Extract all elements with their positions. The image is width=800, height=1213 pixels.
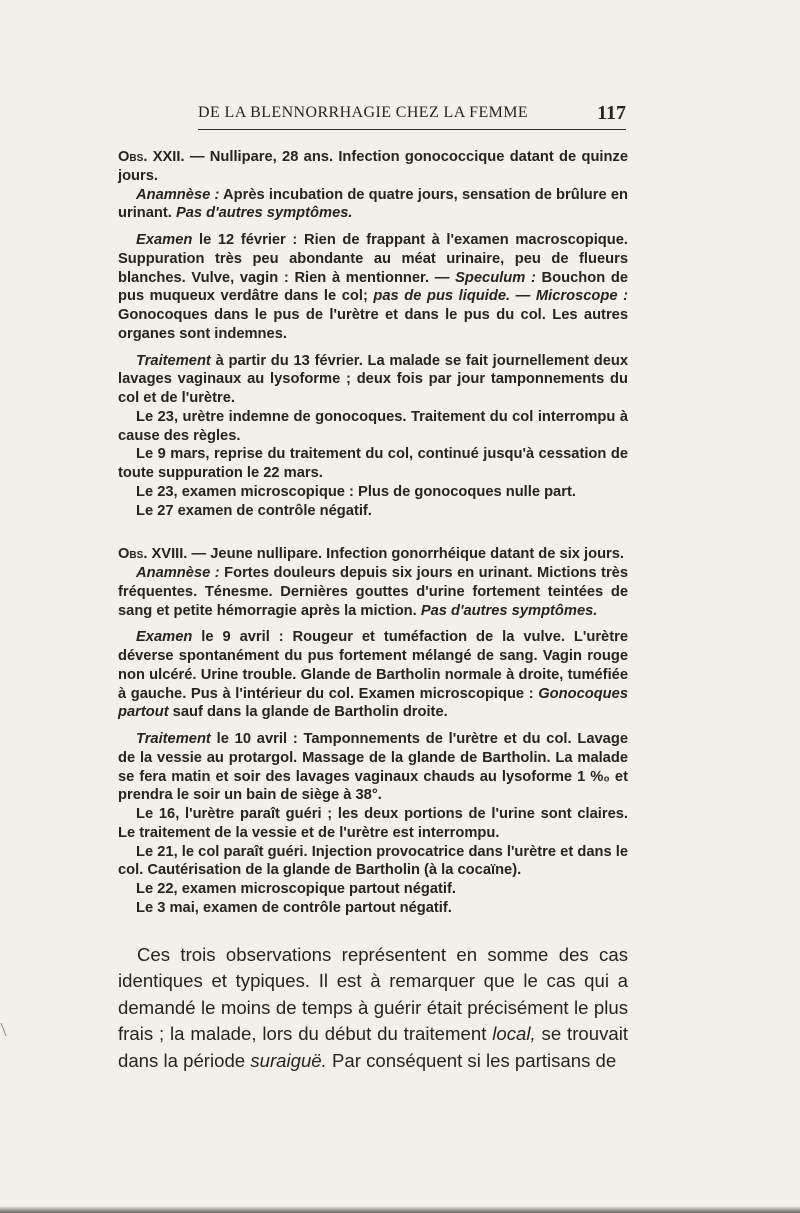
traitement-paragraph	[118, 730, 628, 805]
traitement-paragraph	[118, 352, 628, 408]
closing-text: Par conséquent si les partisans de	[326, 1049, 617, 1071]
examen-text: sauf dans la glande de Bartholin droite.	[168, 704, 448, 721]
page-number: 117	[597, 102, 626, 124]
examen-paragraph	[118, 628, 628, 722]
followup-paragraph: Le 16, l'urètre paraît guéri ; les deux portions de l'urine sont claires. Le traitement de la vessie et de l'urètre est interrompu.	[118, 806, 628, 841]
closing-text: se trouvait dans la période	[118, 1023, 628, 1071]
followup-paragraph: Le 3 mai, examen de contrôle partout négatif.	[136, 899, 452, 916]
followup-paragraph: Le 23, examen microscopique : Plus de gonocoques nulle part.	[136, 483, 576, 500]
examen-term: Examen	[136, 232, 193, 248]
traitement-text: le 10 avril : Tamponnements de l'urètre et du col. Lavage de la vessie au protargol. Massage de la glande de Bartholin. La malade se fera matin et soir des lavages vaginaux chauds au lysoforme 1 %₀ et prendra le soir un bain de siège à 38°.	[118, 731, 628, 804]
anamnese-text: Fortes douleurs depuis six jours en urinant. Mictions très fréquentes. Ténesme. Dernières gouttes d'urine fortement teintées de sang et petite hémorragie après la miction.	[118, 565, 628, 619]
obs-heading	[118, 545, 628, 564]
microscope-term: Microscope :	[535, 288, 628, 305]
obs-intro: — Nullipare, 28 ans. Infection gonococcique datant de quinze jours.	[118, 149, 629, 184]
gonocoques-partout-term: Gonocoques partout	[118, 685, 628, 721]
examen-text: le 9 avril : Rougeur et tuméfaction de la vulve. L'urètre déverse spontanément du pus fortement mélangé de sang. Vagin rouge non ulcéré. Urine trouble. Glande de Bartholin normale à droite, tuméfiée à gauche. Pus à l'intérieur du col. Examen microscopique :	[118, 629, 628, 702]
closing-paragraph	[118, 942, 628, 1075]
local-term: local,	[492, 1023, 536, 1044]
obs-label: Obs. XVIII.	[118, 546, 188, 563]
traitement-term: Traitement	[136, 731, 211, 747]
header-rule	[198, 129, 626, 130]
followup-paragraph: Le 22, examen microscopique partout négatif.	[136, 881, 456, 897]
obs-intro: — Jeune nullipare. Infection gonorrhéique datant de six jours.	[187, 546, 625, 563]
examen-text: Gonocoques dans le pus de l'urètre et dans le pus du col. Les autres organes sont indemnes.	[118, 307, 628, 342]
anamnese-paragraph	[118, 564, 628, 620]
closing-text: Ces trois observations représentent en somme des cas identiques et typiques. Il est à remarquer que le cas qui a demandé le moins de temps à guérir était précisément le plus frais ; la malade, lors du début du traitement	[118, 943, 628, 1044]
anamnese-text: Après incubation de quatre jours, sensation de brûlure en urinant.	[118, 186, 629, 222]
traitement-term: Traitement	[136, 352, 211, 369]
examen-text: —	[510, 288, 536, 305]
examen-text: le 12 février : Rien de frappant à l'examen macroscopique. Suppuration très peu abondante au méat urinaire, peu de flueurs blanches. Vulve, vagin : Rien à mentionner. —	[118, 232, 628, 286]
anamnese-paragraph	[118, 186, 628, 224]
anamnese-end: Pas d'autres symptômes.	[420, 602, 598, 619]
pas-de-pus-term: pas de pus liquide.	[373, 288, 511, 305]
observation-xxii	[118, 148, 628, 520]
examen-paragraph	[118, 231, 628, 344]
obs-heading	[118, 148, 628, 186]
followup-paragraph: Le 23, urètre indemne de gonocoques. Traitement du col interrompu à cause des règles.	[118, 408, 628, 444]
page-body	[118, 148, 628, 1074]
running-title: DE LA BLENNORRHAGIE CHEZ LA FEMME	[198, 104, 529, 121]
traitement-text: à partir du 13 février. La malade se fait journellement deux lavages vaginaux au lysoforme ; deux fois par jour tamponnements du col et de l'urètre.	[118, 352, 628, 406]
margin-pencil-mark	[0, 1022, 8, 1038]
anamnese-end: Pas d'autres symptômes.	[175, 205, 353, 222]
followup-paragraph: Le 9 mars, reprise du traitement du col, continué jusqu'à cessation de toute suppuration le 22 mars.	[118, 446, 628, 481]
anamnese-term: Anamnèse :	[136, 565, 220, 581]
followup-paragraph: Le 27 examen de contrôle négatif.	[136, 502, 372, 519]
suraigue-term: suraiguë.	[250, 1049, 327, 1071]
examen-text: Bouchon de pus muqueux verdâtre dans le col;	[118, 269, 628, 305]
followup-paragraph: Le 21, le col paraît guéri. Injection provocatrice dans l'urètre et dans le col. Cautérisation de la glande de Bartholin (à la cocaïne).	[118, 843, 628, 879]
anamnese-term: Anamnèse :	[136, 186, 220, 203]
scan-bottom-edge	[0, 1206, 800, 1213]
obs-label: Obs. XXII.	[118, 149, 185, 165]
running-header	[198, 100, 626, 132]
examen-term: Examen	[136, 629, 193, 646]
speculum-term: Speculum :	[455, 269, 536, 286]
observation-xviii	[118, 545, 628, 917]
